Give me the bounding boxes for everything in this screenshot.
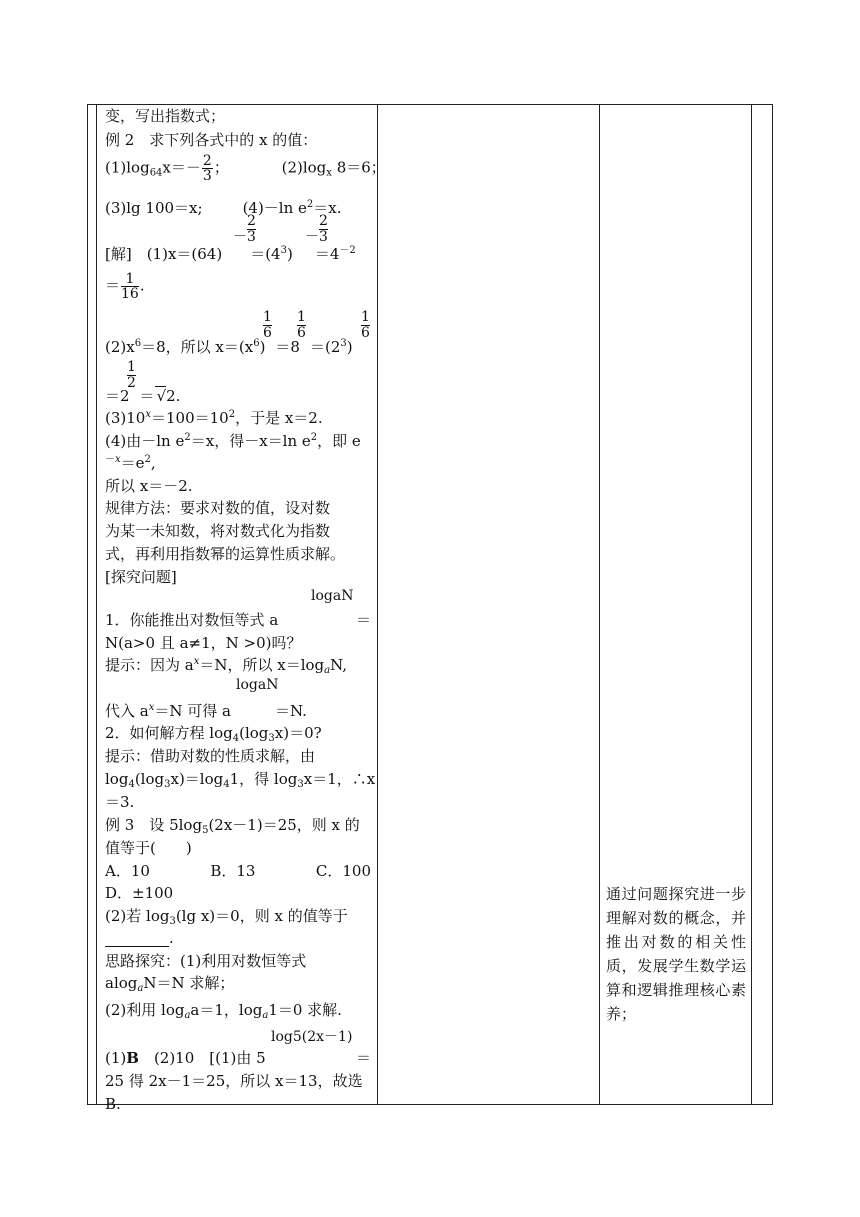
text: 1．你能推出对数恒等式 a [105,611,279,629]
method-note-2: 为某一未知数，将对数式化为指数 [105,522,331,540]
subscript: 3 [297,779,304,790]
text: (2)log [281,158,327,177]
text: (3)lg 100＝x; [105,199,203,217]
text: log [105,770,129,788]
exponent-fraction: 1 6 [297,309,306,341]
text: (2x－1)＝25，则 x 的 [208,816,360,834]
text: 1＝0 求解. [268,1001,342,1019]
text: ＝ [355,1049,371,1067]
subscript: 3 [169,916,176,927]
subscript: 3 [268,733,275,744]
superscript: 3 [280,245,287,256]
question-2 [105,724,322,742]
text: ＝8 [275,338,300,356]
text: x)＝log [170,770,224,788]
exponent-label: log5(2x－1) [271,1029,353,1045]
text: N＝N 求解； [143,974,235,992]
subscript: a [324,665,331,676]
table-border-col3 [751,104,752,1104]
design-intent-note: 通过问题探究进一步理解对数的概念，并推出对数的相关性质，发展学生数学运算和逻辑推理核心素养； [606,885,746,1023]
superscript: 6 [253,338,260,349]
explore-heading: [探究问题] [105,568,177,586]
exponent-fraction: 1 6 [361,309,370,341]
question-1 [105,611,371,629]
table-border-col1 [377,104,378,1104]
table-bottom-border [87,1104,773,1105]
text: ＝x. [313,199,342,217]
subscript: 3 [164,779,171,790]
text: ＝4 [314,245,340,263]
text: (1) [105,1049,127,1067]
example-3-cont: 值等于( ) [105,839,192,857]
text: x)＝0? [274,724,322,742]
text: (log [134,770,165,788]
method-note-3: 式，再利用指数幂的运算性质求解。 [105,545,346,563]
table-border-right [772,104,773,1104]
solution-2-result [105,386,180,405]
exponent-fraction: 1 2 [127,359,136,391]
solution-3 [105,409,323,427]
text: . [169,929,174,947]
text: 2．如何解方程 log [105,724,233,742]
fraction: $\frac{2}{3}$ [202,153,212,184]
example-2-heading [105,131,317,149]
superscript: 2 [184,432,191,443]
subscript: 4 [232,733,240,744]
text: ) [346,338,353,356]
text: (2)10 [(1)由 5 [138,1049,266,1067]
text: ＝N，所以 x＝log [199,656,325,674]
superscript: x [193,656,200,667]
solution-1 [105,245,356,263]
sqrt-symbol: √ [156,387,167,405]
text: ＝(2 [309,338,341,356]
answer-blank [105,932,169,947]
text: ＝2 [105,387,130,405]
subscript: x [326,167,332,179]
text: (1)log [105,158,150,177]
subscript: a [184,1010,191,1021]
superscript: x [148,702,155,713]
fraction: $\frac{1}{16}$ [121,271,139,302]
superscript: －x [105,454,121,465]
text: 1，得 log [229,770,298,788]
text: 例 2 求下列各式中的 x 的值： [105,131,318,149]
text-line: 变，写出指数式； [105,107,226,125]
table-border-col0 [96,104,97,1104]
text: ＝e [120,454,145,472]
superscript: 6 [134,338,142,349]
example-3-part-2 [105,907,348,925]
text: (4)－ln e [242,199,307,217]
text: ＝x，得－x＝ln e [190,432,311,450]
text: ＝N. [274,702,307,720]
example-3 [105,816,360,834]
question-1-cont: N(a>0 且 a≠1，N >0)吗？ [105,634,302,652]
text: x＝1，∴x [303,770,376,788]
table-border-col2 [599,104,600,1104]
text: 2. [166,387,181,405]
solution-4 [105,432,371,450]
answer-blank-line [105,929,174,947]
text: x＝－ [162,158,201,177]
text: 例 3 设 5log [105,816,203,834]
exponent-label: logaN [311,588,354,604]
idea-exploration-cont [105,974,234,992]
text: ＝ [355,611,371,629]
text: ，于是 x＝2. [235,409,323,427]
hint-2-result: ＝3. [105,793,135,811]
text: ＝8，所以 x＝(x [141,338,254,356]
option-c: C．100 [315,862,371,880]
superscript: 2 [144,454,151,465]
hint-1-cont [105,702,307,720]
text: ＝(4 [250,245,281,263]
answer-line-cont: 25 得 2x－1＝25，所以 x＝13，故选 [105,1072,363,1090]
superscript: －2 [339,245,356,256]
subscript: a [262,1010,269,1021]
table-border-left [87,104,88,1104]
subscript: 64 [149,167,163,179]
text: 代入 a [105,702,149,720]
text: ＝N 可得 a [154,702,231,720]
solution-2 [105,338,353,356]
option-d: D．±100 [105,884,174,902]
answer-choice: B [126,1049,139,1067]
option-a: A．10 [105,862,150,880]
superscript: 2 [306,199,314,210]
text: ) [286,245,293,263]
text: alog [105,974,138,992]
solution-4-result: 所以 x＝－2. [105,477,193,495]
solution-1-result: ＝ $\frac{1}{16}$ . [105,271,145,302]
example-3-options [105,862,371,880]
idea-exploration: 思路探究：(1)利用对数恒等式 [105,952,307,970]
option-b: B．13 [210,862,256,880]
superscript: 2 [310,432,318,443]
answer-line-end: B. [105,1095,121,1113]
superscript: 2 [228,409,236,420]
solution-4-cont [105,454,156,472]
exponent-fraction: － 2 3 [233,213,256,245]
hint-1 [105,656,347,674]
text: [解] (1)x＝(64) [105,245,223,263]
idea-exploration-2 [105,1001,342,1019]
text: (2)若 log [105,907,170,925]
method-note-1: 规律方法：要求对数的值，设对数 [105,499,331,517]
text: ，即 e [317,432,361,450]
text: (4)由－ln e [105,432,185,450]
superscript: 3 [340,338,347,349]
example-2-items-1-2: $(1)\log_{64}x=-$ $\frac{2}{3}$ ； $(2)\log_x$ 8＝6； [105,153,386,184]
text: 提示：因为 a [105,656,194,674]
exponent-fraction: － 2 3 [305,213,328,245]
answer-line [105,1049,371,1067]
text: ＝100＝10 [150,409,229,427]
text: N, [330,656,348,674]
subscript: a [137,983,144,994]
text: , [150,454,156,472]
subscript: 4 [223,779,230,790]
text: (2)利用 log [105,1001,185,1019]
text: (log [239,724,269,742]
text: ) [259,338,266,356]
exponent-label: logaN [236,677,279,693]
text: (2)x [105,338,135,356]
hint-2: 提示：借助对数的性质求解，由 [105,747,316,765]
text: (lg x)＝0，则 x 的值等于 [175,907,348,925]
exponent-fraction: 1 6 [263,309,272,341]
text: ＝ [139,387,155,405]
hint-2-cont [105,770,375,788]
subscript: 5 [202,825,209,836]
text: a＝1，log [190,1001,263,1019]
text: (3)10 [105,409,146,427]
subscript: 4 [128,779,135,790]
content-column [105,104,386,1113]
text: 8＝6； [331,158,386,177]
text: ＝ [105,276,121,295]
superscript: x [145,409,151,420]
